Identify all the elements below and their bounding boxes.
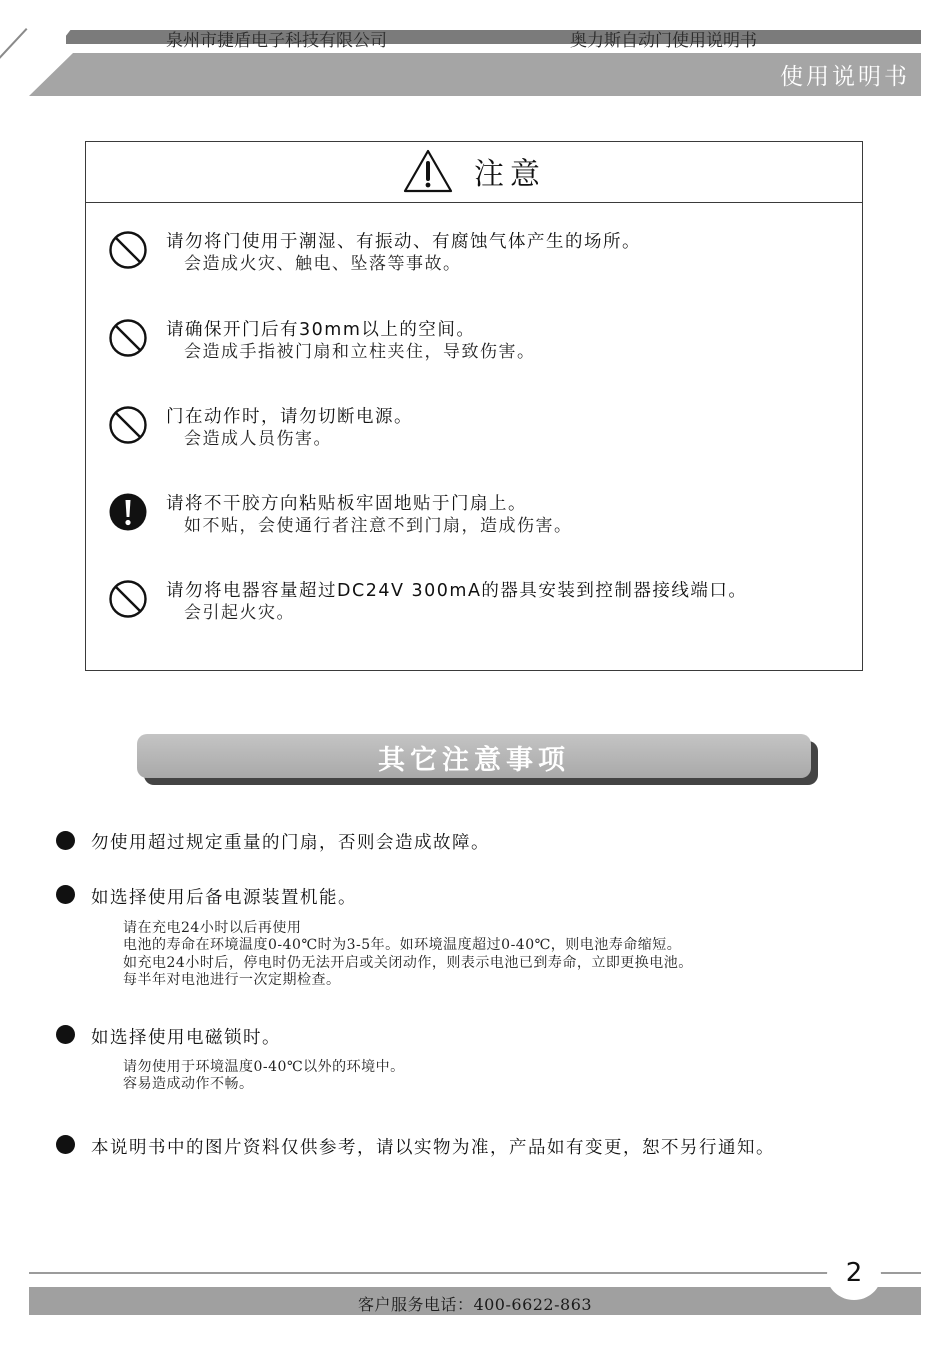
caution-item-consequence: 会造成人员伤害。: [184, 429, 332, 449]
footer-rule: [29, 1272, 921, 1274]
caution-item: [108, 316, 848, 376]
caution-item-text: 请勿将门使用于潮湿、有振动、有腐蚀气体产生的场所。: [166, 232, 641, 252]
caution-item-text: 请勿将电器容量超过DC24V 300mA的器具安装到控制器接线端口。: [166, 581, 748, 601]
prohibition-icon: [108, 579, 148, 619]
note-detail-line: 容易造成动作不畅。: [123, 1076, 254, 1092]
caution-box: [85, 141, 863, 671]
caution-item: [108, 228, 848, 288]
caution-item-consequence: 会造成火灾、触电、坠落等事故。: [184, 254, 462, 274]
header-section-title: 使用说明书: [780, 64, 910, 90]
note-detail-line: 每半年对电池进行一次定期检查。: [123, 972, 341, 988]
bullet-icon: [56, 1135, 75, 1154]
caution-item-consequence: 如不贴，会使通行者注意不到门扇，造成伤害。: [184, 516, 573, 536]
caution-item: [108, 490, 848, 550]
note-heading: 如选择使用后备电源装置机能。: [91, 888, 357, 908]
caution-item-text: 门在动作时，请勿切断电源。: [166, 407, 413, 427]
header-manual-name: 奥力斯自动门使用说明书: [570, 31, 757, 51]
exclamation-icon: [108, 492, 148, 532]
note-detail-line: 如充电24小时后，停电时仍无法开启或关闭动作，则表示电池已到寿命，立即更换电池。: [123, 955, 693, 971]
note-heading: 如选择使用电磁锁时。: [91, 1028, 281, 1048]
section-banner-title: 其它注意事项: [378, 745, 570, 776]
caution-item: [108, 403, 848, 463]
note-heading: 勿使用超过规定重量的门扇，否则会造成故障。: [91, 833, 490, 853]
header-diagonal-line: [0, 28, 27, 62]
prohibition-icon: [108, 230, 148, 270]
bullet-icon: [56, 831, 75, 850]
bullet-icon: [56, 1025, 75, 1044]
note-detail-line: 请在充电24小时以后再使用: [123, 920, 302, 936]
prohibition-icon: [108, 318, 148, 358]
note-detail-line: 电池的寿命在环境温度0-40℃时为3-5年。如环境温度超过0-40℃，则电池寿命缩短。: [123, 937, 682, 953]
caution-title: 注意: [474, 157, 546, 192]
caution-item-consequence: 会引起火灾。: [184, 603, 295, 623]
warning-triangle-icon: [402, 148, 454, 194]
bullet-icon: [56, 885, 75, 904]
caution-item-text: 请将不干胶方向粘贴板牢固地贴于门扇上。: [166, 494, 527, 514]
header-top-bar-cut: [58, 28, 72, 46]
header-company-name: 泉州市捷盾电子科技有限公司: [166, 31, 387, 51]
page-number: 2: [845, 1258, 863, 1288]
prohibition-icon: [108, 405, 148, 445]
caution-item-text: 请确保开门后有30mm以上的空间。: [166, 320, 476, 340]
service-phone: 客户服务电话：400-6622-863: [357, 1295, 593, 1314]
caution-header: [86, 142, 862, 203]
note-detail-line: 请勿使用于环境温度0-40℃以外的环境中。: [123, 1059, 405, 1075]
note-heading: 本说明书中的图片资料仅供参考，请以实物为准，产品如有变更，恕不另行通知。: [91, 1138, 775, 1158]
caution-item-consequence: 会造成手指被门扇和立柱夹住，导致伤害。: [184, 342, 536, 362]
caution-item: [108, 577, 848, 637]
